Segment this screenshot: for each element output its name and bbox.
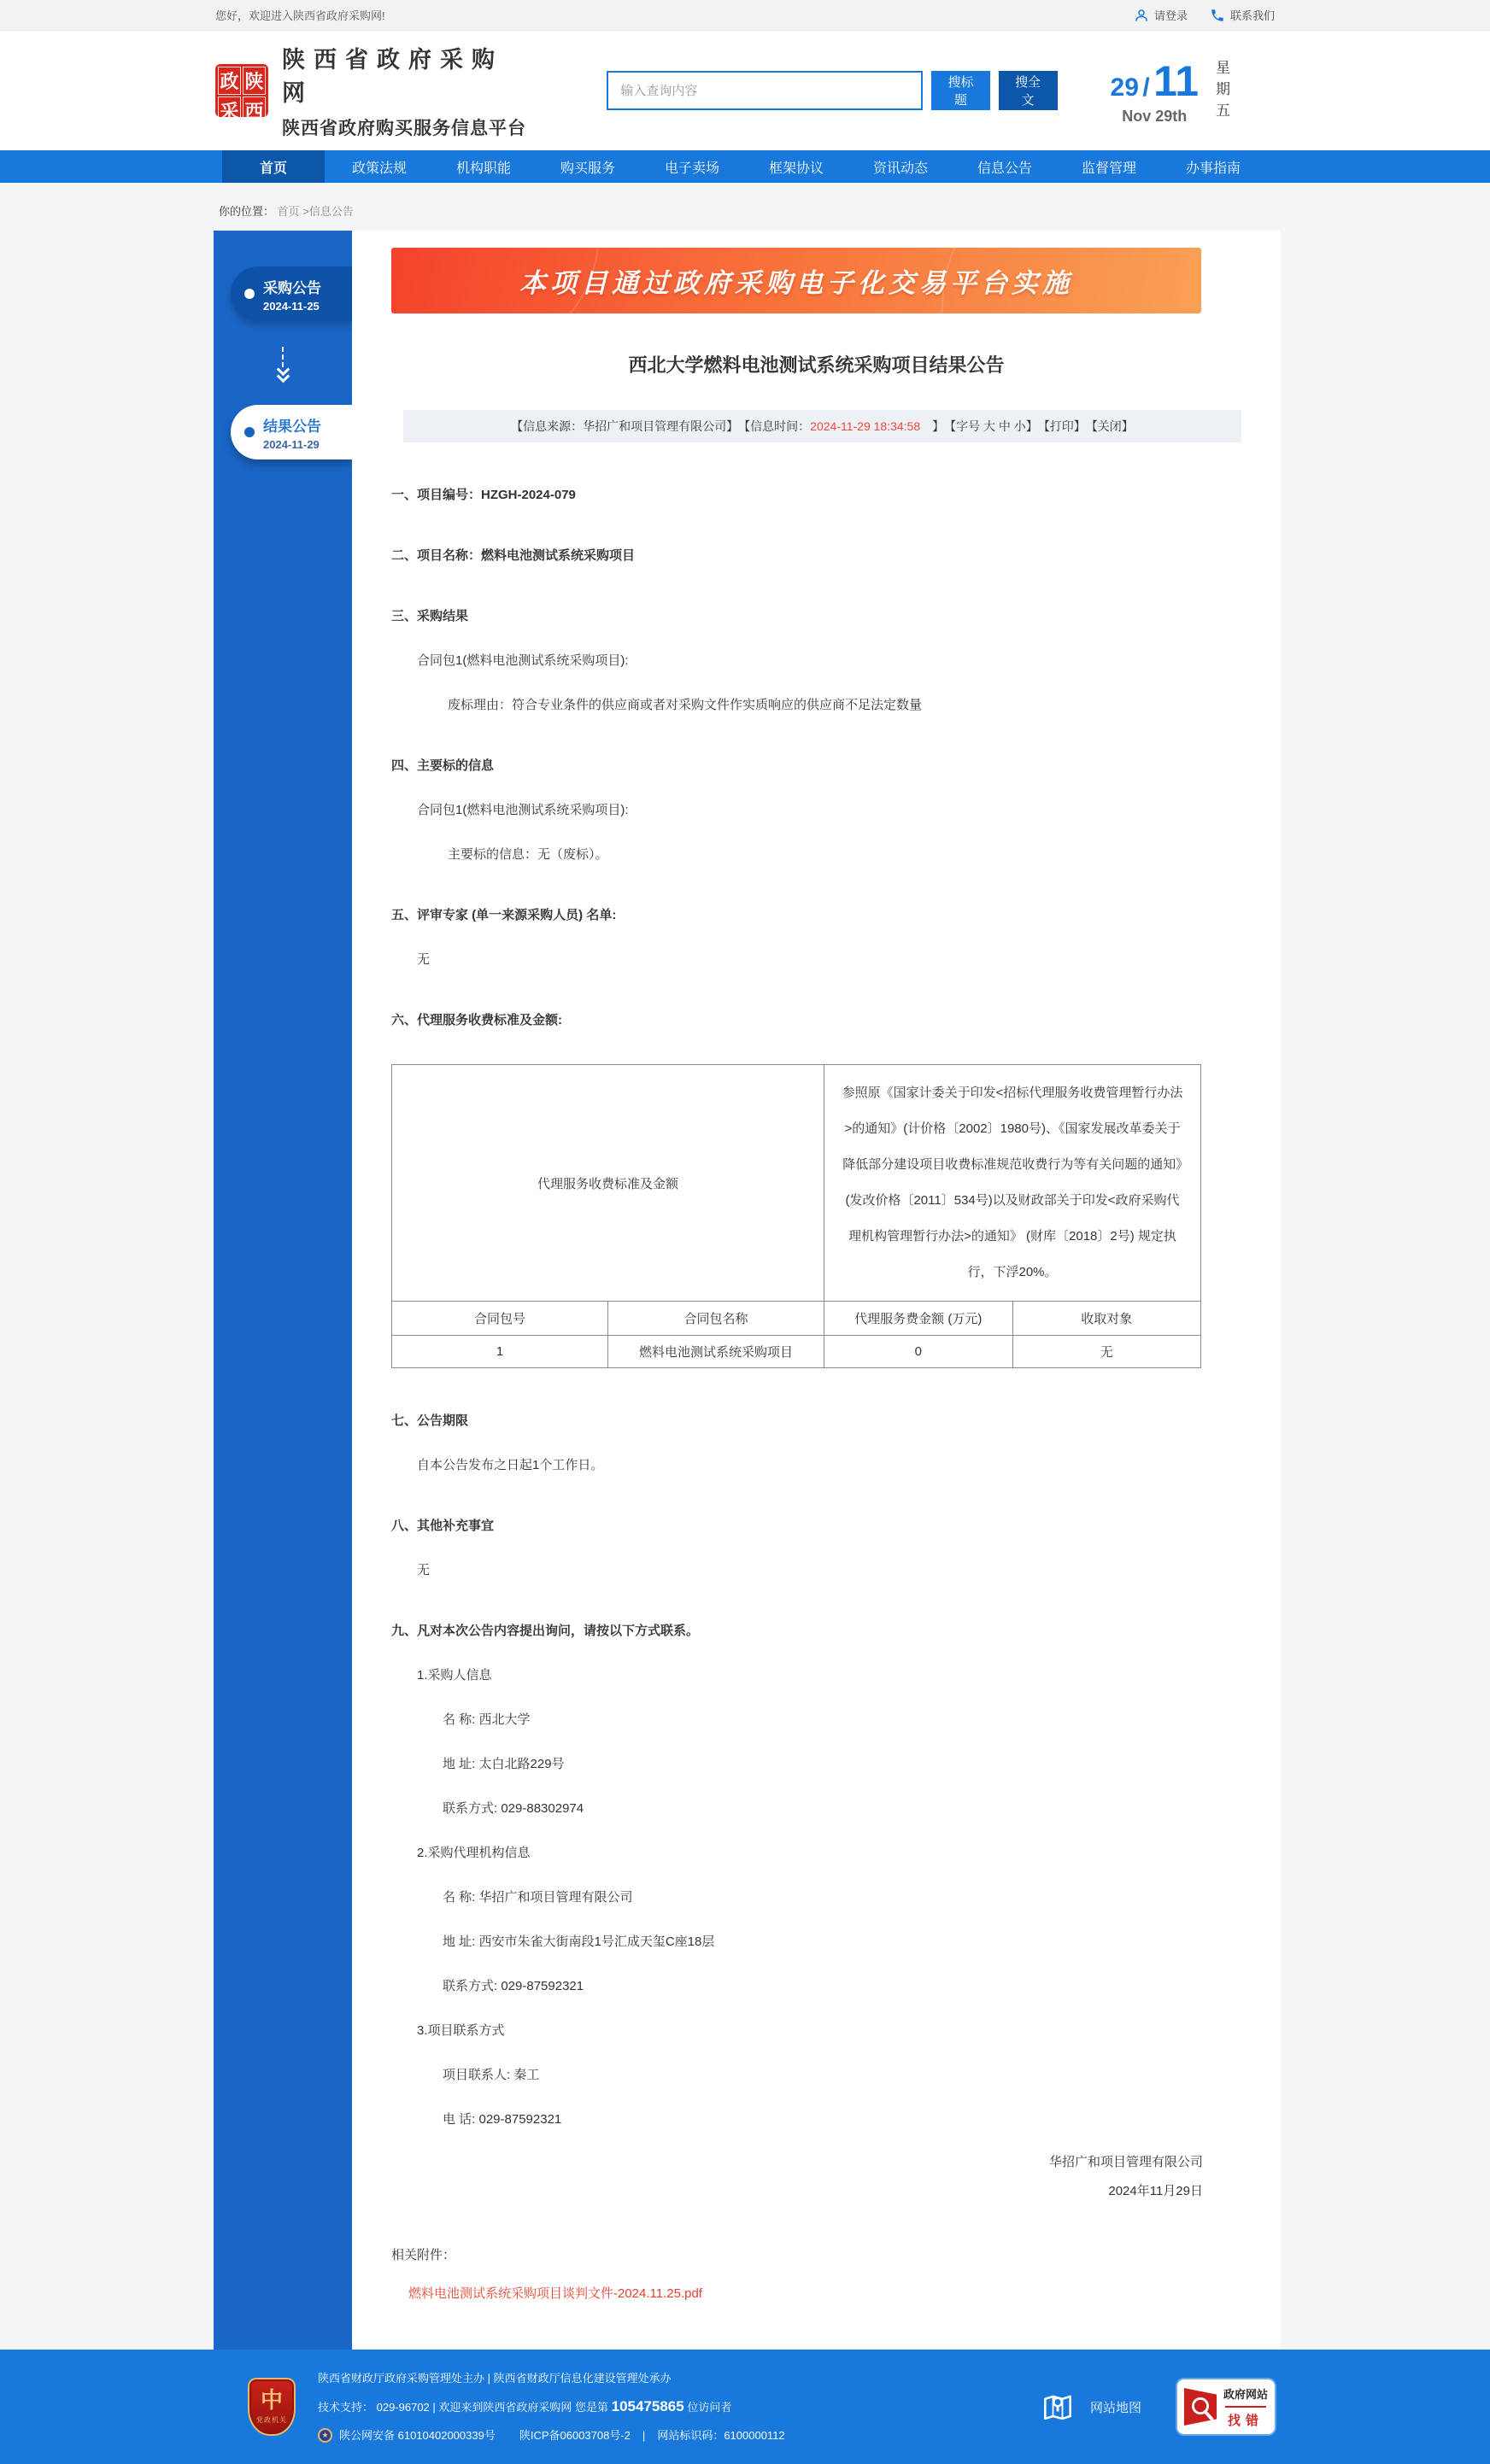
map-icon	[1039, 2388, 1076, 2426]
search-title-button[interactable]: 搜标题	[931, 71, 990, 110]
site-title: 陕西省政府采购网	[282, 47, 503, 106]
nav-item-functions[interactable]: 机构职能	[456, 161, 512, 176]
icp-beian[interactable]: 陕ICP备06003708号-2	[519, 2429, 631, 2442]
footer	[0, 2350, 1490, 2464]
section-4-heading: 四、主要标的信息	[391, 758, 495, 773]
police-badge-icon: ★	[318, 2428, 332, 2443]
date-widget: 29 / 11 Nov 29th 星期五	[1111, 56, 1275, 126]
bullet-dot-icon	[244, 289, 255, 299]
signature-block	[391, 2148, 1241, 2206]
sidebar-item-result-notice[interactable]: 结果公告 2024-11-29	[231, 405, 352, 459]
nav-item-framework[interactable]: 框架协议	[769, 161, 824, 176]
nav-item-emall[interactable]: 电子卖场	[665, 161, 720, 176]
info-source: 【信息来源：华招广和项目管理有限公司】	[511, 419, 739, 433]
search-input[interactable]	[607, 71, 923, 110]
section-3-heading: 三、采购结果	[391, 609, 469, 623]
close-button[interactable]: 【关闭】	[1085, 419, 1134, 433]
table-header: 合同包号	[392, 1302, 608, 1336]
section-8-heading: 八、其他补充事宜	[391, 1519, 495, 1533]
agency-fee-table	[391, 1064, 1201, 1368]
search-fulltext-button[interactable]: 搜全文	[999, 71, 1058, 110]
nav-item-supervision[interactable]: 监督管理	[1082, 161, 1137, 176]
user-icon	[1134, 8, 1149, 23]
error-report-flag-icon	[1182, 2385, 1218, 2428]
print-button[interactable]: 【打印】	[1037, 419, 1086, 433]
topbar	[0, 0, 1490, 31]
site-header	[0, 31, 1490, 150]
police-beian[interactable]: 陕公网安备 61010402000339号	[339, 2429, 496, 2442]
date-english: Nov 29th	[1122, 107, 1188, 125]
article-title: 西北大学燃料电池测试系统采购项目结果公告	[628, 354, 1005, 376]
article-body: 一、项目编号：HZGH-2024-079 二、项目名称：燃料电池测试系统采购项目 三、采购结果 合同包1(燃料电池测试系统采购项目): 废标理由：符合专业条件的供应商或者对采购文件作实质响应的供应商不足法定数量 四、主要标的信息 合同包1(燃料电池测试系统采购项目): 主要标的信息：无（废标）。 五、评审专家 (单一来源采购人员) 名单: 无 六、代理服务收费标准及金额: 代理服务收费标准及金额 参照原《国家计委关于印发<招标代理服务收费管理暂行办法>的通知》(计价格〔2002〕1980号)、《国家发展改革委关于降低部分建设项目收费标准规范收费行为等有关问题的通知》(发改价格〔2011〕534号)以及财政部关于印发<政府采购代理机构管理暂行办法>的通知》 (财库〔2018〕2号) 规定执行，下浮20%。 合同包号 合同包名称 代理服务费金额 (万元) 收取对象 1 燃料电池测试系统采购项目 0 无 七、公告期限 自本公告发布之日起1个工作日。 八、其他补充事宜 无 九、凡对本次公告内容提出询问，请按以下方式联系。 1.采购人信息 名 称: 西北大学 地 址: 太白北路229号 联系方式: 029-88302974 2.采购代理机构信息 名 称: 华招广和项目管理有限公司 地 址: 西安市朱雀大街南段1号汇成天玺C座18层 联系方式: 029-87592321 3.项目联系方式 项目联系人: 秦工 电 话: 029-87592321 华招广和项目管理有限公司 2024年11月29日 相关附件： 燃料电池测试系统采购项目谈判文件-2024.11.25.pdf	[391, 485, 1241, 2302]
table-header: 收取对象	[1012, 1302, 1201, 1336]
section-7-heading: 七、公告期限	[391, 1413, 469, 1428]
site-logo[interactable]: 政 陕 采 西	[215, 64, 268, 117]
gov-site-error-report-badge[interactable]: 政府网站 找错	[1177, 2379, 1275, 2434]
footer-support-line: 技术支持： 029-96702 | 欢迎来到陕西省政府采购网 您是第 105475865 位访问者	[318, 2398, 732, 2414]
section-2-heading: 二、项目名称：燃料电池测试系统采购项目	[391, 548, 636, 563]
attachments-label: 相关附件：	[391, 2248, 456, 2262]
info-time: 2024-11-29 18:34:58	[810, 419, 921, 433]
footer-organizer-line: 陕西省财政厅政府采购管理处主办 | 陕西省财政厅信息化建设管理处承办	[318, 2372, 672, 2385]
party-government-shield-icon: 中 党政机关	[248, 2378, 296, 2436]
date-month: 11	[1153, 56, 1199, 105]
attachment-pdf-link[interactable]: 燃料电池测试系统采购项目谈判文件-2024.11.25.pdf	[408, 2286, 702, 2301]
nav-item-announcements[interactable]: 信息公告	[977, 161, 1033, 176]
font-size-control[interactable]: 【字号 大 中 小】	[944, 419, 1038, 433]
fee-table-label: 代理服务收费标准及金额	[392, 1065, 824, 1302]
article-meta-bar: 【信息来源：华招广和项目管理有限公司】 【信息时间： 2024-11-29 18:34:58 】 【字号 大 中 小】 【打印】 【关闭】	[403, 410, 1241, 442]
section-6-heading: 六、代理服务收费标准及金额:	[391, 1013, 562, 1027]
footer-beian-line: ★ 陕公网安备 61010402000339号 陕ICP备06003708号-2 | 网站标识码：6100000112	[318, 2421, 785, 2449]
section-5-heading: 五、评审专家 (单一来源采购人员) 名单:	[391, 908, 617, 922]
bullet-dot-icon	[244, 427, 255, 437]
section-9-heading: 九、凡对本次公告内容提出询问，请按以下方式联系。	[391, 1624, 700, 1638]
section-1-heading: 一、项目编号：HZGH-2024-079	[391, 488, 576, 502]
signature-date: 2024年11月29日	[1108, 2184, 1203, 2198]
sitemap-link[interactable]: 网站地图	[1039, 2388, 1141, 2426]
breadcrumb: 你的位置： 首页 >信息公告	[219, 205, 354, 218]
fee-table-policy-text: 参照原《国家计委关于印发<招标代理服务收费管理暂行办法>的通知》(计价格〔2002〕1980号)、《国家发展改革委关于降低部分建设项目收费标准规范收费行为等有关问题的通知》(发改价格〔2011〕534号)以及财政部关于印发<政府采购代理机构管理暂行办法>的通知》 (财库〔2018〕2号) 规定执行，下浮20%。	[824, 1065, 1201, 1302]
table-header: 代理服务费金额 (万元)	[824, 1302, 1013, 1336]
breadcrumb-path[interactable]: 首页 >信息公告	[277, 205, 354, 218]
info-time-label: 【信息时间：	[738, 419, 811, 433]
sidebar-item-procurement-notice[interactable]: 采购公告 2024-11-25	[231, 266, 352, 321]
welcome-text: 您好，欢迎进入陕西省政府采购网!	[215, 9, 385, 22]
site-subtitle: 陕西省政府购买服务信息平台	[282, 119, 526, 138]
sidebar	[214, 231, 352, 2350]
nav-item-home[interactable]: 首页	[222, 150, 325, 183]
table-header: 合同包名称	[608, 1302, 824, 1336]
nav-item-guide[interactable]: 办事指南	[1186, 161, 1241, 176]
e-trading-banner: 本项目通过政府采购电子化交易平台实施	[391, 248, 1201, 313]
nav-item-purchase-service[interactable]: 购买服务	[560, 161, 616, 176]
main-nav	[0, 150, 1490, 183]
table-row: 1 燃料电池测试系统采购项目 0 无	[392, 1336, 1201, 1368]
site-code: 网站标识码：6100000112	[657, 2429, 785, 2442]
login-link[interactable]: 请登录	[1134, 7, 1188, 23]
contact-link[interactable]: 联系我们	[1210, 7, 1275, 23]
phone-icon	[1210, 8, 1225, 23]
nav-item-news[interactable]: 资讯动态	[873, 161, 929, 176]
date-weekday: 星期五	[1213, 59, 1229, 124]
nav-item-policies[interactable]: 政策法规	[352, 161, 408, 176]
content-panel	[352, 231, 1281, 2350]
arrow-down-icon	[214, 347, 352, 381]
signature-company: 华招广和项目管理有限公司	[1048, 2155, 1203, 2169]
date-day: 29	[1110, 73, 1139, 102]
visitor-count: 105475865	[611, 2398, 684, 2414]
